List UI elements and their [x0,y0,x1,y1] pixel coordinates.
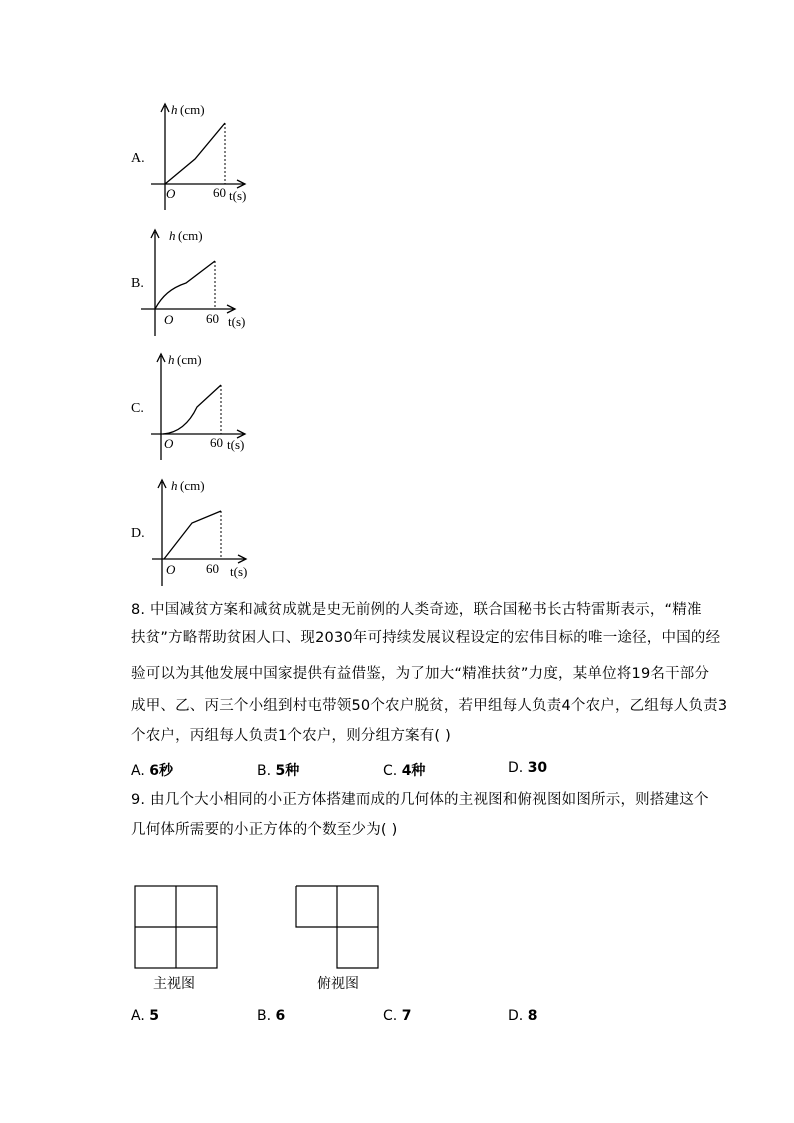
q8-line-5: 个农户，丙组每人负责1个农户，则分组方案有( ) [131,728,451,744]
q9-option-c[interactable] [383,1008,411,1024]
option-letter: D. [508,1008,524,1024]
q8-line-4: 成甲、乙、丙三个小组到村屯带领50个农户脱贫，若甲组每人负责4个农户，乙组每人负责3 [131,698,728,714]
option-letter: B. [131,276,144,291]
q8-line-3: 验可以为其他发展中国家提供有益借鉴，为了加大“精准扶贫”力度，某单位将19名干部分 [131,666,710,682]
top-view-figure [295,885,381,971]
q9-option-d[interactable] [508,1008,537,1024]
q8-option-b[interactable] [257,760,299,780]
q8-line-2: 扶贫”方略帮助贫困人口、现2030年可持续发展议程设定的宏伟目标的唯一途径，中国的经 [131,630,721,646]
graph-d [142,476,257,588]
option-letter: D. [508,760,524,776]
q8-line-1: 8. 中国减贫方案和减贫成就是史无前例的人类奇迹，联合国秘书长古特雷斯表示，“精准 [131,602,702,618]
x-axis-label: t(s) [229,188,247,203]
x-tick-label: 60 [206,561,219,576]
option-value: 8 [527,1008,538,1024]
option-letter: D. [131,526,145,541]
y-label-var: h [169,228,176,243]
q9-option-a[interactable] [131,1008,159,1024]
q9-line-1: 9. 由几个大小相同的小正方体搭建而成的几何体的主视图和俯视图如图所示，则搭建这个 [131,792,709,808]
y-label-var: h [171,102,178,117]
option-letter: B. [257,763,272,779]
option-letter: A. [131,151,145,166]
graph-a [145,100,260,212]
option-value: 6秒 [149,763,173,779]
graph-b [135,226,250,338]
x-axis-label: t(s) [227,437,245,452]
q9-line-2: 几何体所需要的小正方体的个数至少为( ) [131,822,398,838]
front-view-figure [134,885,220,971]
option-value: 6 [275,1008,286,1024]
top-view-caption: 俯视图 [317,976,359,992]
front-view-caption: 主视图 [153,976,195,992]
option-letter: A. [131,1008,145,1024]
option-letter: B. [257,1008,272,1024]
x-axis-label: t(s) [228,314,246,329]
option-letter: A. [131,763,145,779]
q8-option-d[interactable] [508,760,547,776]
q9-option-b[interactable] [257,1008,285,1024]
x-axis-label: t(s) [230,564,248,579]
option-value: 7 [401,1008,412,1024]
x-tick-label: 60 [210,435,223,450]
option-letter: C. [383,1008,398,1024]
y-label-unit: (cm) [180,102,205,117]
y-label-var: h [171,478,178,493]
x-tick-label: 60 [213,185,226,200]
y-label-unit: (cm) [178,228,203,243]
y-label-unit: (cm) [180,478,205,493]
option-letter: C. [131,401,144,416]
y-label-var: h [168,352,175,367]
curve [155,261,215,309]
option-value: 5种 [275,763,300,779]
curve [164,511,221,559]
option-value: 4种 [401,763,426,779]
origin-label: O [166,562,176,577]
origin-label: O [164,312,174,327]
q8-option-a[interactable] [131,760,173,780]
curve [165,123,225,184]
option-value: 5 [149,1008,159,1024]
option-letter: C. [383,763,398,779]
origin-label: O [164,436,174,451]
graph-c [141,350,256,462]
q8-option-c[interactable] [383,760,425,780]
origin-label: O [166,186,176,201]
option-value: 30 [527,760,548,776]
curve [163,385,221,434]
x-tick-label: 60 [206,311,219,326]
y-label-unit: (cm) [177,352,202,367]
